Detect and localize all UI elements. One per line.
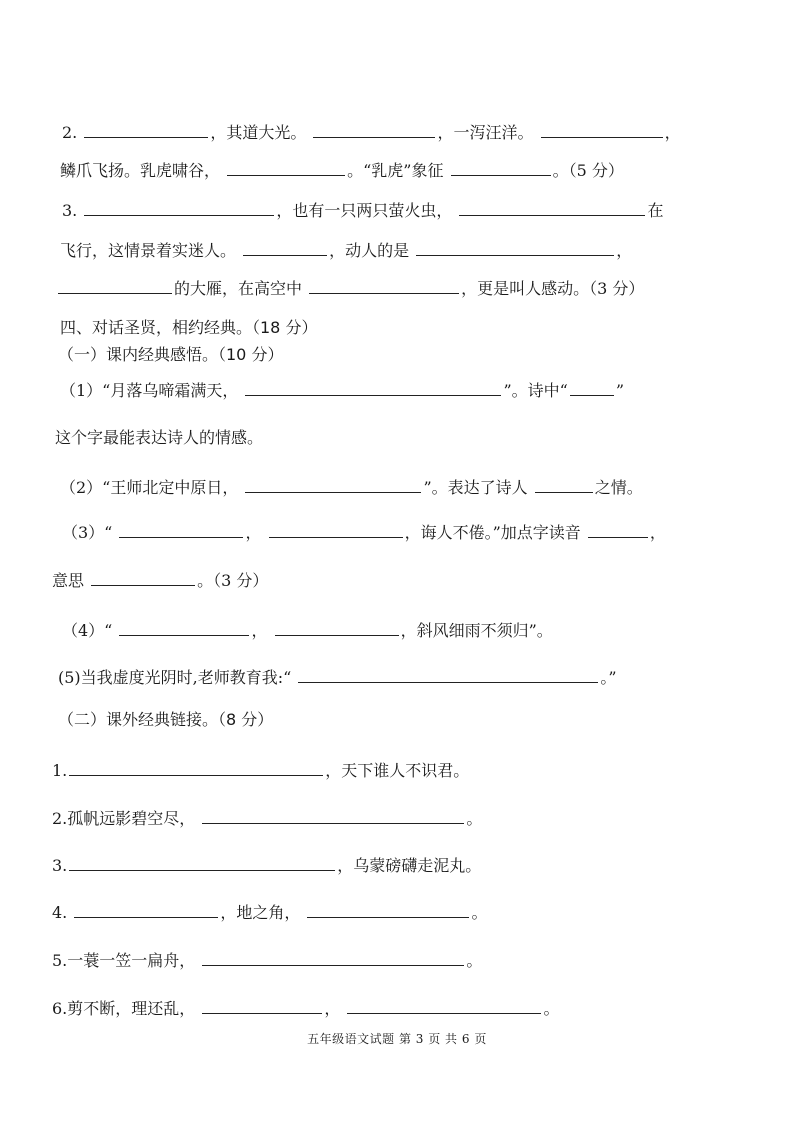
answer-blank[interactable] <box>298 667 598 683</box>
item-text: 6.剪不断，理还乱， <box>52 999 196 1018</box>
part2-item-1 <box>52 760 469 780</box>
part1-item-1-cont: 这个字最能表达诗人的情感。 <box>55 428 264 447</box>
part2-item-5 <box>52 950 482 970</box>
q3-line-3 <box>56 278 644 298</box>
answer-blank[interactable] <box>307 902 469 918</box>
q3-text: ，动人的是 <box>329 241 410 260</box>
answer-blank[interactable] <box>84 122 208 138</box>
answer-blank[interactable] <box>541 122 663 138</box>
item-text: ，天下谁人不识君。 <box>325 761 470 780</box>
item-text: ，乌蒙磅礴走泥丸。 <box>337 856 482 875</box>
q2-text: ，一泻汪洋。 <box>437 123 534 142</box>
item-text: 。 <box>471 903 488 922</box>
q2-text: 。“乳虎”象征 <box>347 161 444 180</box>
q3-text: 在 <box>647 201 664 220</box>
item-text: ” <box>615 381 625 400</box>
answer-blank[interactable] <box>535 477 593 493</box>
answer-blank[interactable] <box>451 160 551 176</box>
q2-text: ， <box>664 123 681 142</box>
answer-blank[interactable] <box>69 760 323 776</box>
answer-blank[interactable] <box>58 278 172 294</box>
answer-blank[interactable] <box>69 855 335 871</box>
part2-item-3 <box>52 855 481 875</box>
answer-blank[interactable] <box>202 950 464 966</box>
q3-text: 的大雁，在高空中 <box>174 279 303 298</box>
answer-blank[interactable] <box>245 477 421 493</box>
part2-item-4 <box>52 902 487 922</box>
item-text: (5)当我虚度光阴时,老师教育我:“ <box>58 668 292 687</box>
q2-number: 2. <box>62 123 78 142</box>
item-text: （2）“王师北定中原日， <box>60 478 239 497</box>
q2-points: 。（5 分） <box>552 161 624 180</box>
item-text: ”。诗中“ <box>503 381 568 400</box>
q2-line-1 <box>62 122 681 142</box>
q3-text: ，也有一只两只萤火虫， <box>276 201 453 220</box>
part1-item-1 <box>60 380 624 400</box>
item-text: （1）“月落乌啼霜满天， <box>60 381 239 400</box>
answer-blank[interactable] <box>309 278 459 294</box>
answer-blank[interactable] <box>91 570 195 586</box>
item-text: 。” <box>600 668 617 687</box>
page-footer: 五年级语文试题 第 3 页 共 6 页 <box>307 1032 487 1046</box>
item-text: 5.一蓑一笠一扁舟， <box>52 951 196 970</box>
q3-number: 3. <box>62 201 78 220</box>
q2-text: 鳞爪飞扬。乳虎啸谷， <box>60 161 221 180</box>
part1-item-2 <box>60 477 643 497</box>
answer-blank[interactable] <box>202 998 322 1014</box>
answer-blank[interactable] <box>74 902 218 918</box>
answer-blank[interactable] <box>313 122 435 138</box>
item-text: 。 <box>543 999 560 1018</box>
item-text: ， <box>251 621 268 640</box>
item-points: 。（3 分） <box>197 571 269 590</box>
item-text: 。 <box>466 951 483 970</box>
subsection-title: （一）课内经典感悟。（10 分） <box>58 345 284 364</box>
item-text: 意思 <box>52 571 85 590</box>
answer-blank[interactable] <box>202 808 464 824</box>
item-text: 之情。 <box>594 478 643 497</box>
item-text: ，斜风细雨不须归”。 <box>400 621 553 640</box>
q2-text: ，其道大光。 <box>210 123 307 142</box>
item-number: 3. <box>52 856 68 875</box>
item-text: ，地之角， <box>220 903 301 922</box>
answer-blank[interactable] <box>347 998 541 1014</box>
answer-blank[interactable] <box>570 380 614 396</box>
q3-line-2 <box>60 240 632 260</box>
answer-blank[interactable] <box>245 380 501 396</box>
answer-blank[interactable] <box>119 522 243 538</box>
answer-blank[interactable] <box>416 240 614 256</box>
q3-text: ， <box>616 241 633 260</box>
subsection-title: （二）课外经典链接。（8 分） <box>58 710 274 729</box>
q3-line-1 <box>62 200 663 220</box>
q2-line-2 <box>60 160 624 180</box>
answer-blank[interactable] <box>269 522 403 538</box>
part1-item-3-cont <box>52 570 268 590</box>
item-text: ， <box>649 523 666 542</box>
part2-item-6 <box>52 998 560 1018</box>
answer-blank[interactable] <box>275 620 399 636</box>
item-number: 4. <box>52 903 68 922</box>
q3-points: ，更是叫人感动。（3 分） <box>461 279 645 298</box>
item-text: （4）“ <box>62 621 113 640</box>
item-text: ， <box>324 999 341 1018</box>
part1-item-3 <box>62 522 666 542</box>
q3-text: 飞行，这情景着实迷人。 <box>60 241 237 260</box>
answer-blank[interactable] <box>84 200 274 216</box>
answer-blank[interactable] <box>243 240 327 256</box>
part1-item-4 <box>62 620 553 640</box>
item-text: ，诲人不倦。”加点字读音 <box>404 523 581 542</box>
answer-blank[interactable] <box>459 200 645 216</box>
part1-item-5 <box>58 667 617 687</box>
item-text: ”。表达了诗人 <box>423 478 528 497</box>
section-title: 四、对话圣贤，相约经典。（18 分） <box>60 318 318 337</box>
item-text: 2.孤帆远影碧空尽， <box>52 809 196 828</box>
answer-blank[interactable] <box>588 522 648 538</box>
item-text: （3）“ <box>62 523 113 542</box>
item-text: ， <box>245 523 262 542</box>
item-number: 1. <box>52 761 68 780</box>
answer-blank[interactable] <box>119 620 249 636</box>
item-text: 。 <box>466 809 483 828</box>
answer-blank[interactable] <box>227 160 345 176</box>
part2-item-2 <box>52 808 482 828</box>
